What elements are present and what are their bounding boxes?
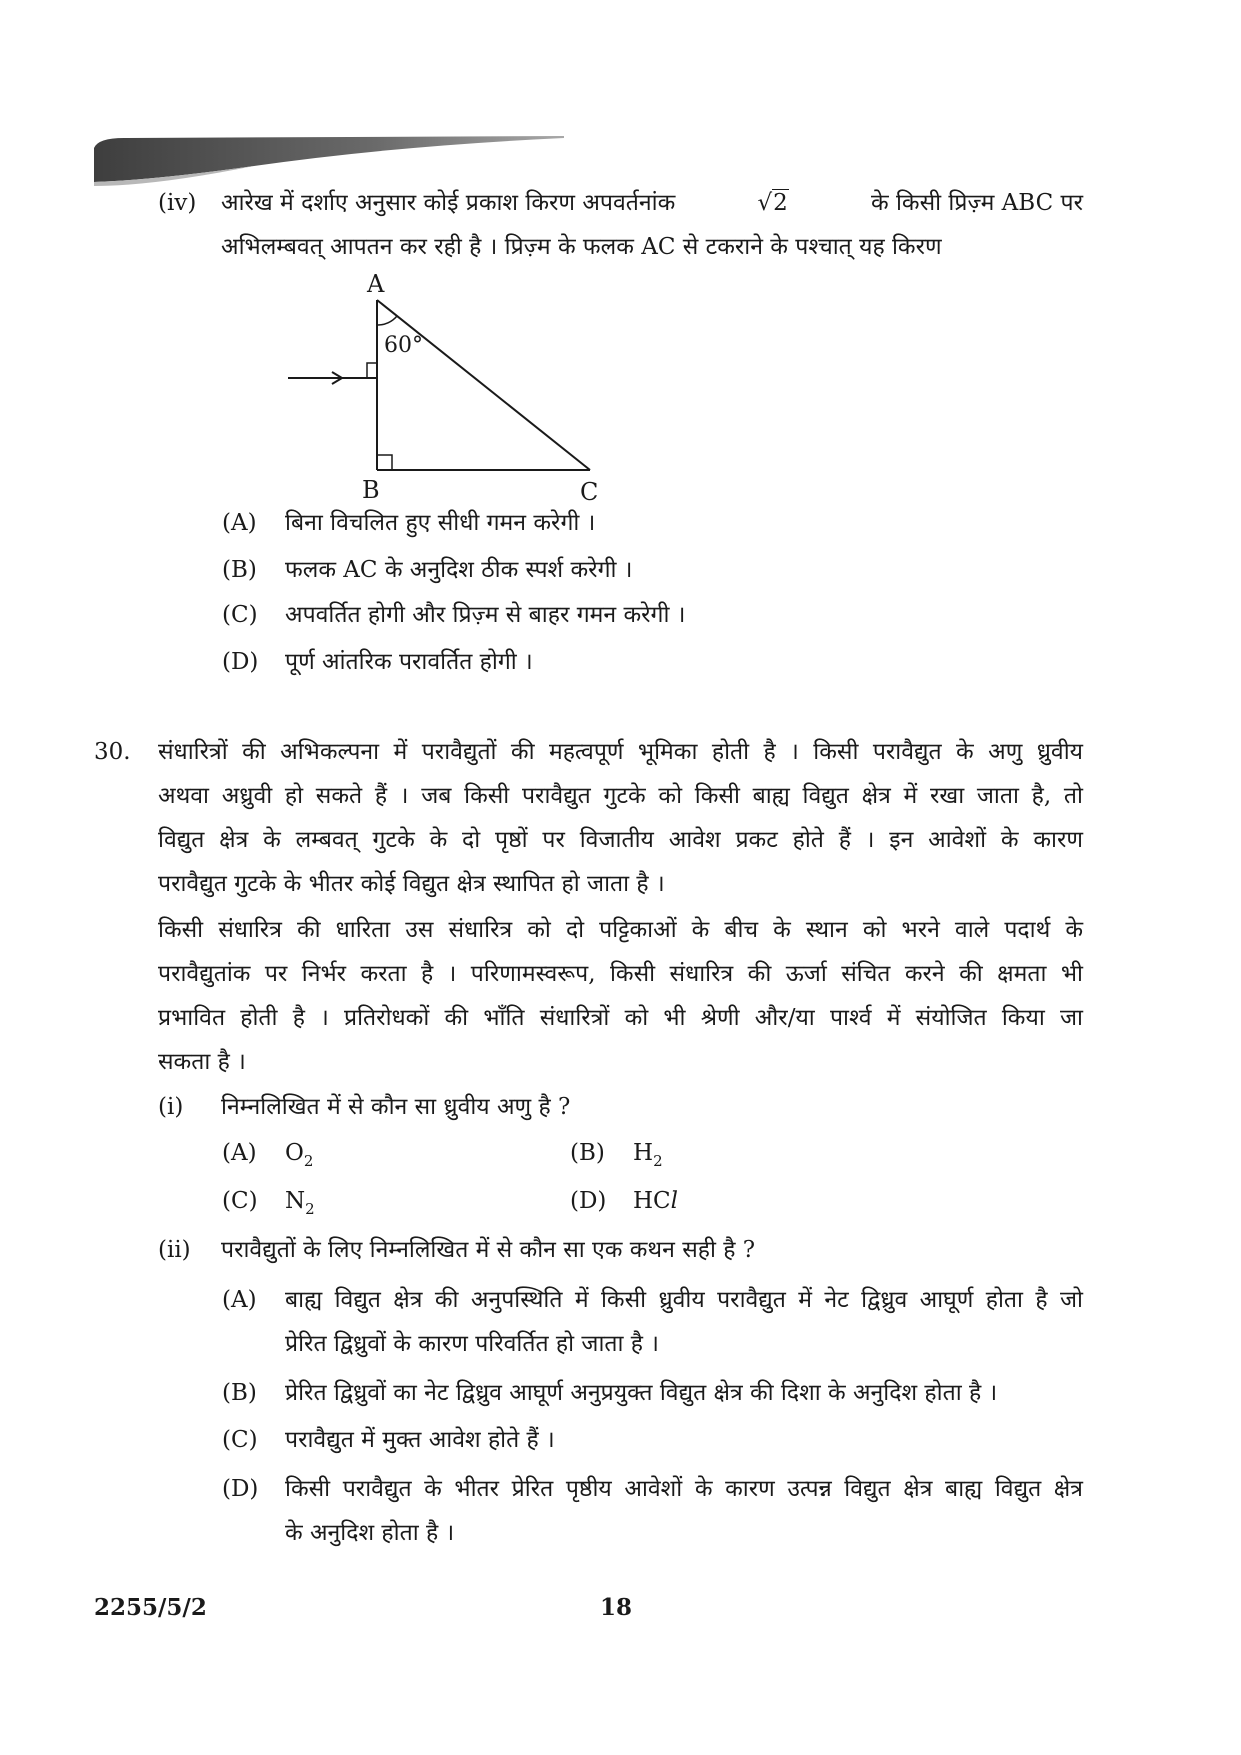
formula-main: HC: [633, 1188, 671, 1214]
subquestion-label: (iv): [158, 190, 197, 216]
passage-line: परावैद्युतांक पर निर्भर करता है । परिणामस्वरूप, किसी संधारित्र की ऊर्जा संचित करने की क्षमता भी: [158, 961, 1083, 987]
sqrt-expression: [757, 188, 788, 218]
formula-italic: l: [670, 1188, 679, 1214]
option-key: (B): [222, 1380, 257, 1406]
question-text: आरेख में दर्शाए अनुसार कोई प्रकाश किरण अपवर्तनांक: [221, 190, 676, 216]
option-text: प्रेरित द्विध्रुवों के कारण परिवर्तित हो जाता है ।: [285, 1331, 660, 1357]
angle-arc: [377, 316, 397, 325]
formula-main: O: [285, 1140, 304, 1166]
vertex-c-label: C: [580, 478, 599, 505]
passage-line: संधारित्रों की अभिकल्पना में परावैद्युतों की महत्वपूर्ण भूमिका होती है । किसी परावैद्युत के अणु ध्रुवीय: [158, 739, 1083, 765]
passage-line: सकता है ।: [158, 1049, 246, 1075]
option-key: (A): [222, 1287, 257, 1313]
option-key: (D): [222, 649, 259, 675]
prism-diagram: [280, 270, 620, 505]
option-text: बिना विचलित हुए सीधी गमन करेगी ।: [285, 510, 596, 536]
passage-line: परावैद्युत गुटके के भीतर कोई विद्युत क्षेत्र स्थापित हो जाता है ।: [158, 871, 665, 897]
option-formula: [285, 1138, 313, 1168]
right-angle-mark-b: [377, 455, 392, 470]
header-band: [94, 136, 564, 186]
option-key: (D): [222, 1476, 259, 1502]
formula-subscript: 2: [653, 1152, 663, 1170]
angle-label: 60°: [384, 333, 423, 358]
passage-line: विद्युत क्षेत्र के लम्बवत् गुटके के दो पृष्ठों पर विजातीय आवेश प्रकट होते हैं । इन आवेशों के कारण: [158, 827, 1083, 853]
option-text: बाह्य विद्युत क्षेत्र की अनुपस्थिति में किसी ध्रुवीय परावैद्युत में नेट द्विध्रुव आघूर्ण होता है जो: [285, 1287, 1083, 1313]
question-text: के किसी प्रिज़्म ABC पर: [870, 190, 1083, 216]
paper-code: 2255/5/2: [94, 1594, 207, 1621]
passage-line: अथवा अध्रुवी हो सकते हैं । जब किसी परावैद्युत गुटके को किसी बाह्य विद्युत क्षेत्र में रखा जाता है, तो: [158, 783, 1083, 809]
question-line: [221, 188, 1083, 218]
question-line: अभिलम्बवत् आपतन कर रही है । प्रिज़्म के फलक AC से टकराने के पश्चात् यह किरण: [221, 234, 942, 260]
option-text: परावैद्युत में मुक्त आवेश होते हैं ।: [285, 1427, 555, 1453]
formula-main: H: [633, 1140, 654, 1166]
subquestion-text: निम्नलिखित में से कौन सा ध्रुवीय अणु है ?: [221, 1094, 571, 1120]
subquestion-label: (i): [158, 1094, 184, 1120]
option-key: (B): [222, 557, 257, 583]
option-key: (B): [570, 1140, 605, 1166]
option-key: (D): [570, 1188, 607, 1214]
question-number: 30.: [94, 739, 131, 765]
option-text: के अनुदिश होता है ।: [285, 1520, 455, 1546]
prism-face-ac: [377, 300, 590, 470]
formula-main: N: [285, 1188, 306, 1214]
option-text: फलक AC के अनुदिश ठीक स्पर्श करेगी ।: [285, 557, 633, 583]
passage-line: किसी संधारित्र की धारिता उस संधारित्र को दो पट्टिकाओं के बीच के स्थान को भरने वाले पदार्थ के: [158, 917, 1083, 943]
passage-line: प्रभावित होती है । प्रतिरोधकों की भाँति संधारित्रों को भी श्रेणी और/या पार्श्व में संयोजित किया जा: [158, 1005, 1083, 1031]
vertex-b-label: B: [362, 476, 380, 504]
option-text: प्रेरित द्विध्रुवों का नेट द्विध्रुव आघूर्ण अनुप्रयुक्त विद्युत क्षेत्र की दिशा के अनुदिश होता है ।: [285, 1380, 998, 1406]
option-formula: [633, 1138, 663, 1168]
subquestion-label: (ii): [158, 1237, 191, 1263]
sqrt-symbol: √: [757, 190, 773, 216]
formula-subscript: 2: [305, 1200, 315, 1218]
option-key: (A): [222, 510, 257, 536]
option-key: (A): [222, 1140, 257, 1166]
option-formula: [285, 1186, 315, 1216]
subquestion-text: परावैद्युतों के लिए निम्नलिखित में से कौन सा एक कथन सही है ?: [221, 1237, 756, 1263]
page-number: 18: [600, 1594, 633, 1621]
option-formula: [633, 1186, 678, 1216]
option-text: अपवर्तित होगी और प्रिज़्म से बाहर गमन करेगी ।: [285, 602, 686, 628]
formula-subscript: 2: [303, 1152, 314, 1170]
option-key: (C): [222, 602, 258, 628]
option-key: (C): [222, 1427, 258, 1453]
option-text: पूर्ण आंतरिक परावर्तित होगी ।: [285, 649, 533, 675]
sqrt-value: 2: [773, 190, 788, 216]
option-text: किसी परावैद्युत के भीतर प्रेरित पृष्ठीय आवेशों के कारण उत्पन्न विद्युत क्षेत्र बाह्य विद्युत क्षेत्र: [285, 1476, 1083, 1502]
right-angle-mark-incidence: [367, 363, 377, 378]
vertex-a-label: A: [367, 270, 385, 298]
option-key: (C): [222, 1188, 258, 1214]
